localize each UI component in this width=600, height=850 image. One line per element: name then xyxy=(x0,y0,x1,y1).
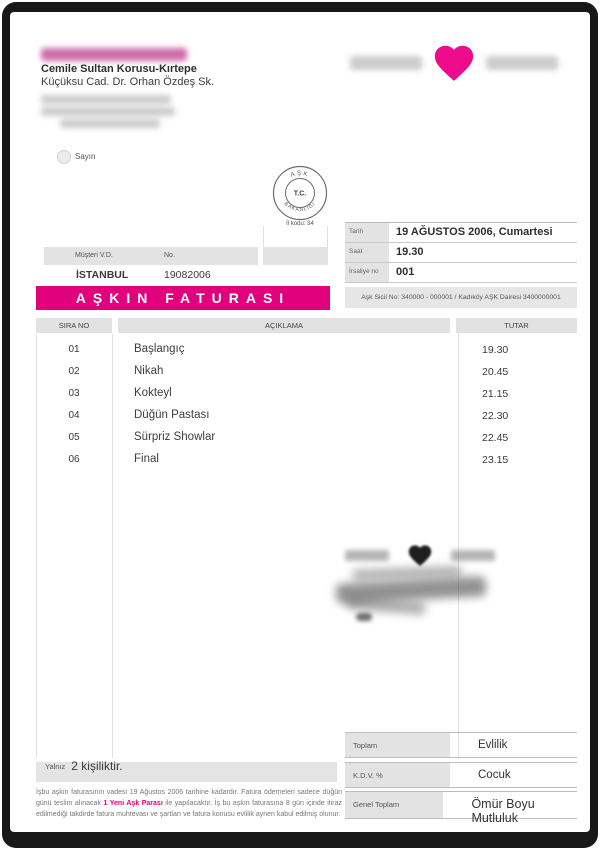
header-aciklama: AÇIKLAMA xyxy=(118,318,450,333)
row-no: 05 xyxy=(68,432,80,443)
info-row-tarih xyxy=(345,223,577,243)
row-amount: 22.30 xyxy=(482,410,509,422)
recipient-label: Sayın xyxy=(75,152,96,161)
row-amount: 20.45 xyxy=(482,366,509,378)
toplam-value: Evlilik xyxy=(478,739,508,751)
customer-no-label: No. xyxy=(164,252,175,259)
fine-print-highlight: 1 Yeni Aşk Parası xyxy=(103,799,163,807)
heart-icon xyxy=(429,40,479,86)
row-no: 02 xyxy=(68,366,80,377)
row-no: 06 xyxy=(68,454,80,465)
kdv-value: Cocuk xyxy=(478,769,511,781)
blurred-phone-line xyxy=(41,107,175,116)
love-registry-note: Aşk Sicil No: 340000 - 000001 / Kadıköy AŞK Dairesi 3400000001 xyxy=(345,287,577,308)
fine-print-part2: ile yapılacaktır. İş bu aşkın faturasına 8 gün içinde itiraz edilmediği takdirde fatura muhtevası ve şartları ve fatura konusu evlilik aynen kabul edilmiş olunur. xyxy=(36,799,342,818)
spacer-line-right xyxy=(327,226,328,247)
customer-box-values xyxy=(44,265,258,287)
row-amount: 19.30 xyxy=(482,344,509,356)
info-row-saat xyxy=(345,243,577,263)
tarih-value: 19 AĞUSTOS 2006, Cumartesi xyxy=(396,226,553,238)
only-note-prefix: Yalnız xyxy=(45,762,66,771)
customer-vd-value: İSTANBUL xyxy=(76,269,129,281)
table-row xyxy=(36,361,577,383)
table-row xyxy=(36,427,577,449)
stamp-center-text: T.C. xyxy=(293,190,307,198)
blurred-address-line xyxy=(41,95,171,104)
row-desc: Nikah xyxy=(134,365,164,377)
row-amount: 23.15 xyxy=(482,454,509,466)
row-desc: Düğün Pastası xyxy=(134,409,210,421)
blurred-company-name xyxy=(41,48,187,61)
invoice-title-banner: AŞKIN FATURASI xyxy=(36,286,330,310)
tarih-label: Tarih xyxy=(345,223,389,242)
table-row xyxy=(36,405,577,427)
row-amount: 21.15 xyxy=(482,388,509,400)
table-row xyxy=(36,339,577,361)
date-info-box xyxy=(345,222,577,283)
summary-row-kdv xyxy=(345,762,577,788)
venue-address: Küçüksu Cad. Dr. Orhan Özdeş Sk. xyxy=(41,76,215,88)
header-sira-no: SIRA NO xyxy=(36,318,112,333)
stamp-arc-top-text: AŞK xyxy=(290,171,310,179)
fine-print xyxy=(36,788,342,821)
blurred-bride-name xyxy=(350,56,422,70)
irsaliye-value: 001 xyxy=(396,266,415,278)
stamp-city-code: İl kodu: 34 xyxy=(286,221,314,227)
only-note-value: 2 kişiliktir. xyxy=(71,759,123,773)
irsaliye-label: İrsaliye no xyxy=(345,263,389,282)
blurred-signature-dot xyxy=(356,613,372,621)
summary-row-genel-toplam xyxy=(345,791,577,825)
row-desc: Kokteyl xyxy=(134,387,172,399)
toplam-label: Toplam xyxy=(345,733,450,757)
signature-logo xyxy=(345,542,495,569)
row-desc: Final xyxy=(134,453,159,465)
customer-box-header xyxy=(44,247,258,265)
row-no: 01 xyxy=(68,344,80,355)
blurred-contact-line xyxy=(60,119,160,128)
customer-vd-label: Müşteri V.D. xyxy=(75,252,113,259)
fine-print-part1: İşbu aşkın faturasının vadesi 19 Ağustos 2006 tarihine kadardır. Fatura ödemeleri sadece düğün günü teslim alınacak xyxy=(36,789,342,807)
genel-toplam-label: Genel Toplam xyxy=(345,792,443,818)
row-amount: 22.45 xyxy=(482,432,509,444)
empty-spacer-cell xyxy=(263,247,328,265)
row-desc: Başlangıç xyxy=(134,343,185,355)
table-row xyxy=(36,449,577,471)
spacer-line-left xyxy=(263,226,264,247)
blurred-signature-name-left xyxy=(345,550,389,561)
row-desc: Sürpriz Showlar xyxy=(134,431,216,443)
row-no: 04 xyxy=(68,410,80,421)
couple-logo xyxy=(350,40,558,86)
saat-value: 19.30 xyxy=(396,246,424,258)
kdv-label: K.D.V. % xyxy=(345,763,450,787)
svg-text:AŞK xyxy=(290,171,310,179)
header-tutar: TUTAR xyxy=(456,318,577,333)
saat-label: Saat xyxy=(345,243,389,262)
blurred-groom-name xyxy=(486,56,558,70)
genel-toplam-value: Ömür Boyu Mutluluk xyxy=(471,797,535,825)
svg-text:BAKANLIĞI xyxy=(283,201,317,213)
ministry-of-love-stamp-icon xyxy=(272,165,328,221)
info-row-irsaliye xyxy=(345,263,577,283)
heart-icon xyxy=(405,542,435,569)
stamp-arc-bottom-text: BAKANLIĞI xyxy=(282,201,318,214)
customer-no-value: 19082006 xyxy=(164,269,211,281)
blurred-signature-name-right xyxy=(451,550,495,561)
customer-box xyxy=(44,247,258,287)
table-row xyxy=(36,383,577,405)
row-no: 03 xyxy=(68,388,80,399)
venue-name: Cemile Sultan Korusu-Kırtepe xyxy=(41,63,197,75)
recipient-bullet xyxy=(57,150,71,164)
summary-row-toplam xyxy=(345,732,577,758)
only-note-bar xyxy=(36,759,337,782)
